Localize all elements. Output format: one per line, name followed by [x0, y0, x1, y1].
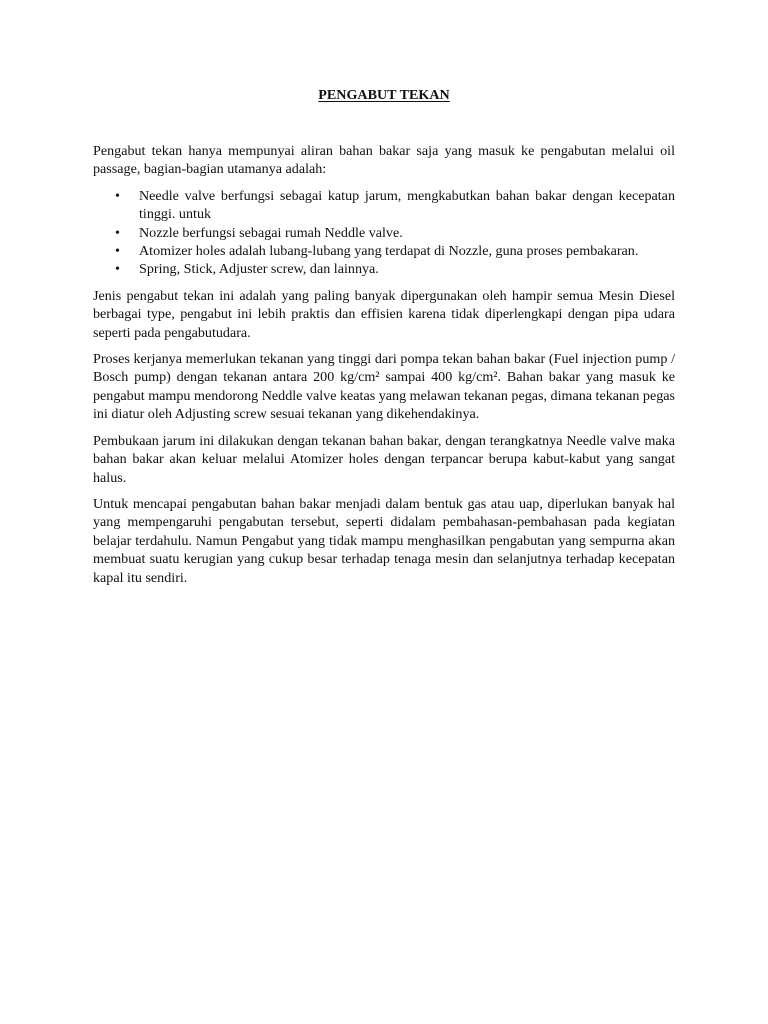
bullet-icon: • [115, 187, 120, 204]
list-item [93, 260, 675, 278]
bullet-icon: • [115, 243, 120, 260]
body-paragraph: Untuk mencapai pengabutan bahan bakar menjadi dalam bentuk gas atau uap, diperlukan banyak hal yang mempengaruhi pengabutan tersebut, seperti didalam pembahasan-pembahasan pada kegiatan belajar terdahulu. Namun Pengabut yang tidak mampu menghasilkan pengabutan yang sempurna akan membuat suatu kerugian yang cukup besar terhadap tenaga mesin dan selanjutnya terhadap kecepatan kapal itu sendiri. [93, 495, 675, 586]
body-paragraph: Jenis pengabut tekan ini adalah yang paling banyak dipergunakan oleh hampir semua Mesin Diesel berbagai type, pengabut ini lebih praktis dan effisien karena tidak diperlengkapi dengan pipa udara seperti pada pengabutudara. [93, 287, 675, 341]
list-item [93, 187, 675, 224]
component-list [93, 187, 675, 279]
body-paragraph: Proses kerjanya memerlukan tekanan yang tinggi dari pompa tekan bahan bakar (Fuel injection pump / Bosch pump) dengan tekanan antara 200 kg/cm² sampai 400 kg/cm². Bahan bakar yang masuk ke pengabut mampu mendorong Neddle valve keatas yang melawan tekanan pegas, dimana tekanan pegas ini diatur oleh Adjusting screw sesuai tekanan yang dikehendakinya. [93, 351, 675, 423]
bullet-icon: • [115, 261, 120, 278]
list-item [93, 224, 675, 242]
intro-paragraph: Pengabut tekan hanya mempunyai aliran bahan bakar saja yang masuk ke pengabutan melalui oil passage, bagian-bagian utamanya adalah: [93, 143, 675, 178]
body-paragraph: Pembukaan jarum ini dilakukan dengan tekanan bahan bakar, dengan terangkatnya Needle valve maka bahan bakar akan keluar melalui Atomizer holes dengan terpancar berupa kabut-kabut yang sangat halus. [93, 432, 675, 486]
list-item-text: Atomizer holes adalah lubang-lubang yang terdapat di Nozzle, guna proses pembakaran. [139, 243, 639, 260]
list-item [93, 242, 675, 260]
list-item-text: Nozzle berfungsi sebagai rumah Neddle valve. [139, 224, 403, 241]
list-item-text: Needle valve berfungsi sebagai katup jarum, mengkabutkan bahan bakar dengan kecepatan tinggi. untuk [139, 187, 675, 223]
bullet-icon: • [115, 224, 120, 241]
document-title: PENGABUT TEKAN [318, 87, 450, 103]
document-body [93, 142, 675, 595]
list-item-text: Spring, Stick, Adjuster screw, dan lainnya. [139, 261, 379, 278]
